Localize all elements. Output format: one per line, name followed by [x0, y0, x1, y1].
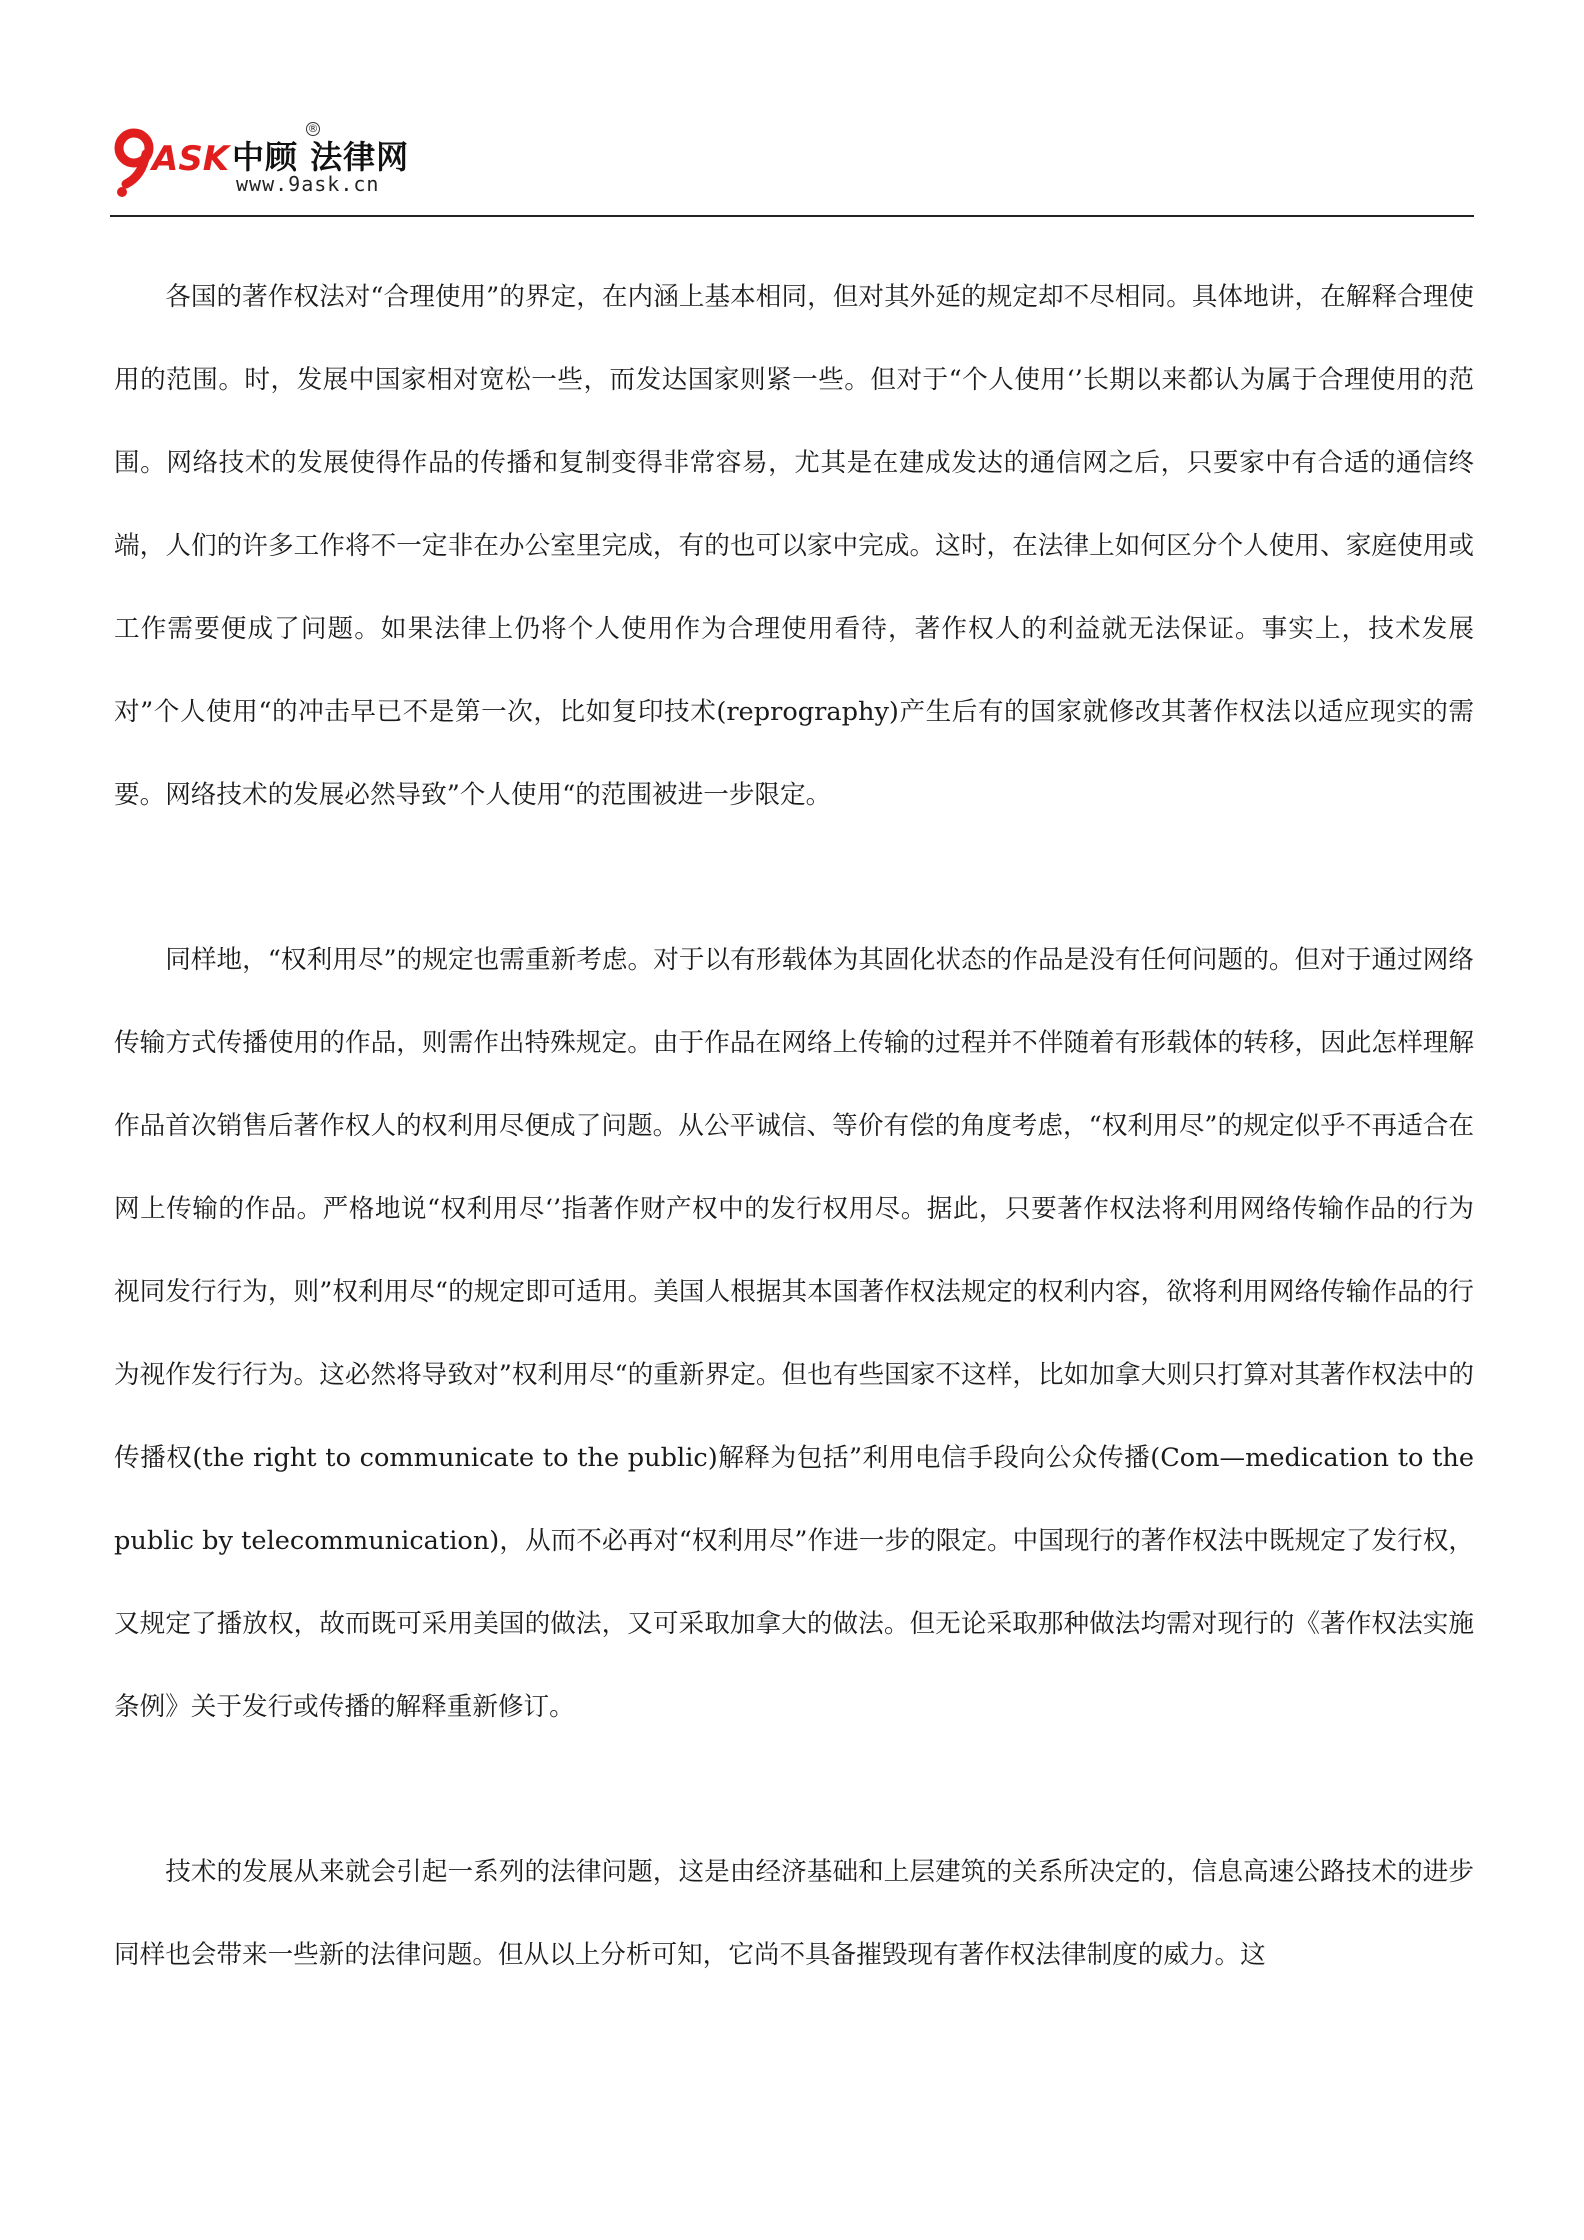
- paragraph: 同样地，“权利用尽”的规定也需重新考虑。对于以有形载体为其固化状态的作品是没有任何问题的。但对于通过网络传输方式传播使用的作品，则需作出特殊规定。由于作品在网络上传输的过程并不伴随着有形载体的转移，因此怎样理解作品首次销售后著作权人的权利用尽便成了问题。从公平诚信、等价有偿的角度考虑，“权利用尽”的规定似乎不再适合在网上传输的作品。严格地说“权利用尽‘’指著作财产权中的发行权用尽。据此，只要著作权法将利用网络传输作品的行为视同发行行为，则”权利用尽“的规定即可适用。美国人根据其本国著作权法规定的权利内容，欲将利用网络传输作品的行为视作发行行为。这必然将导致对”权利用尽“的重新界定。但也有些国家不这样，比如加拿大则只打算对其著作权法中的传播权(the right to communicate to the public)解释为包括”利用电信手段向公众传播(Com—medication to the public by telecommunication)，从而不必再对“权利用尽”作进一步的限定。中国现行的著作权法中既规定了发行权，又规定了播放权，故而既可采用美国的做法，又可采取加拿大的做法。但无论采取那种做法均需对现行的《著作权法实施条例》关于发行或传播的解释重新修订。: [114, 945, 1474, 1722]
- article-body: [114, 256, 1474, 2079]
- registered-mark: ®: [307, 122, 319, 135]
- logo-chinese-name: 中顾 法律网: [232, 138, 410, 176]
- logo-url[interactable]: www.9ask.cn: [236, 172, 380, 196]
- paragraph: 技术的发展从来就会引起一系列的法律问题，这是由经济基础和上层建筑的关系所决定的，信息高速公路技术的进步同样也会带来一些新的法律问题。但从以上分析可知，它尚不具备摧毁现有著作权法律制度的威力。这: [114, 1857, 1474, 1970]
- svg-text:ASK: ASK: [152, 139, 230, 179]
- logo-mark-icon: [112, 120, 232, 206]
- paragraph: 各国的著作权法对“合理使用”的界定，在内涵上基本相同，但对其外延的规定却不尽相同。具体地讲，在解释合理使用的范围。时，发展中国家相对宽松一些，而发达国家则紧一些。但对于“个人使用‘’长期以来都认为属于合理使用的范围。网络技术的发展使得作品的传播和复制变得非常容易，尤其是在建成发达的通信网之后，只要家中有合适的通信终端，人们的许多工作将不一定非在办公室里完成，有的也可以家中完成。这时，在法律上如何区分个人使用、家庭使用或工作需要便成了问题。如果法律上仍将个人使用作为合理使用看待，著作权人的利益就无法保证。事实上，技术发展对”个人使用“的冲击早已不是第一次，比如复印技术(reprography)产生后有的国家就修改其著作权法以适应现实的需要。网络技术的发展必然导致”个人使用“的范围被进一步限定。: [114, 282, 1474, 810]
- header-divider: [110, 215, 1474, 217]
